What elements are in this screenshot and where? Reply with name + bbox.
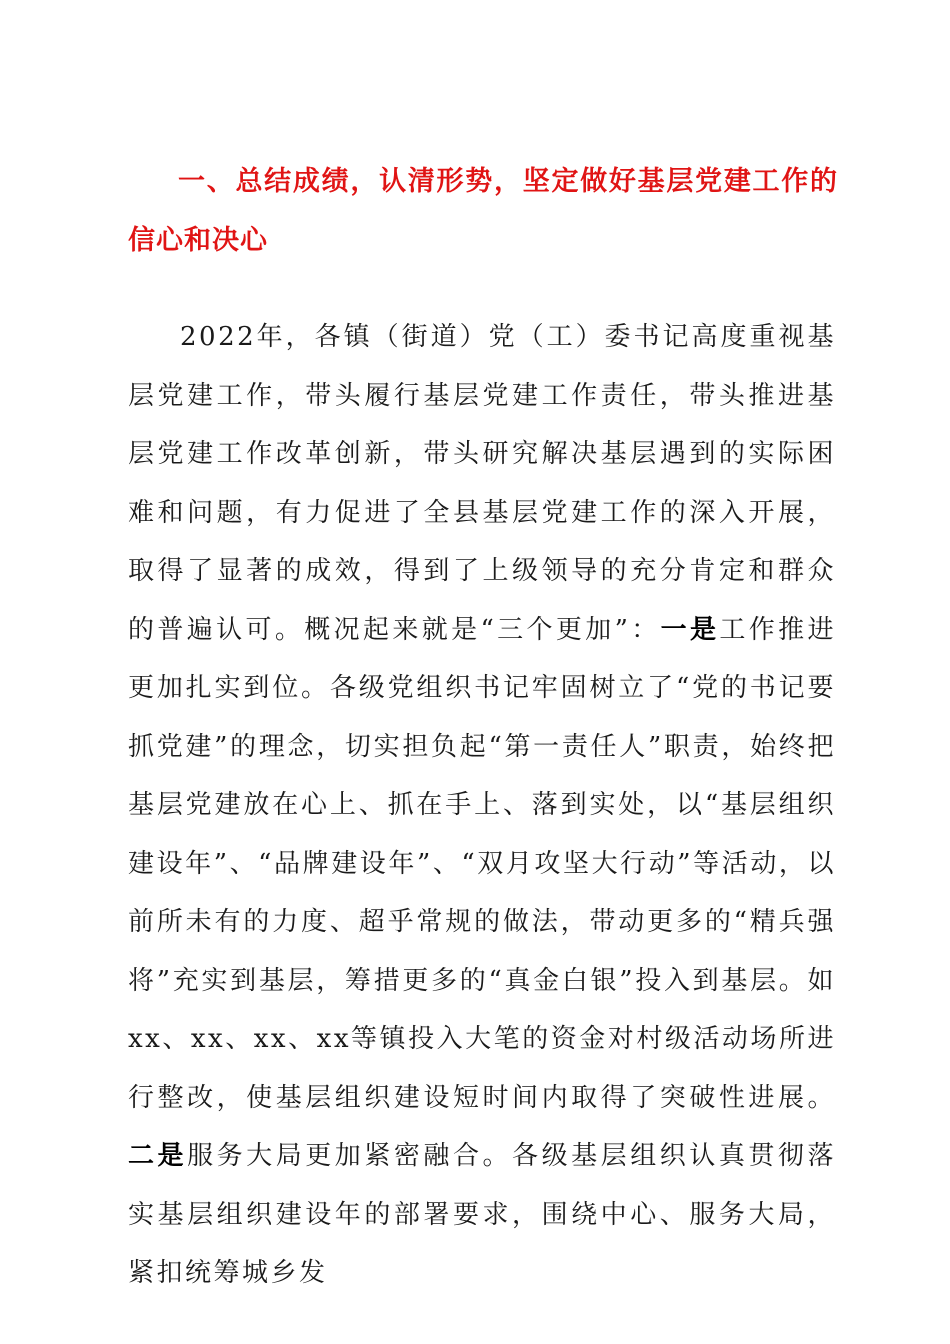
paragraph-intro: 2022年，各镇（街道）党（工）委书记高度重视基层党建工作，带头履行基层党建工作责任，带头推进基层党建工作改革创新，带头研究解决基层遇到的实际困难和问题，有力促进了全县基层党建工作的深入开展，取得了显著的成效，得到了上级领导的充分肯定和群众的普遍认可。概况起来就是“三个更加”： [128, 322, 836, 645]
point-one-label: 一是 [660, 614, 720, 645]
point-one-text: 工作推进更加扎实到位。各级党组织书记牢固树立了“党的书记要抓党建”的理念，切实担负起“第一责任人”职责，始终把基层党建放在心上、抓在手上、落到实处，以“基层组织建设年”、“品牌建设年”、“双月攻坚大行动”等活动，以前所未有的力度、超乎常规的做法，带动更多的“精兵强将”充实到基层，筹措更多的“真金白银”投入到基层。如xx、xx、xx、xx等镇投入大笔的资金对村级活动场所进行整改，使基层组织建设短时间内取得了突破性进展。 [128, 614, 836, 1113]
point-two-label: 二是 [128, 1141, 188, 1171]
body-paragraph [128, 308, 836, 1303]
point-two-text: 服务大局更加紧密融合。各级基层组织认真贯彻落实基层组织建设年的部署要求，围绕中心、服务大局，紧扣统筹城乡发 [128, 1141, 836, 1288]
section-heading: 一、总结成绩，认清形势，坚定做好基层党建工作的信心和决心 [128, 166, 838, 256]
